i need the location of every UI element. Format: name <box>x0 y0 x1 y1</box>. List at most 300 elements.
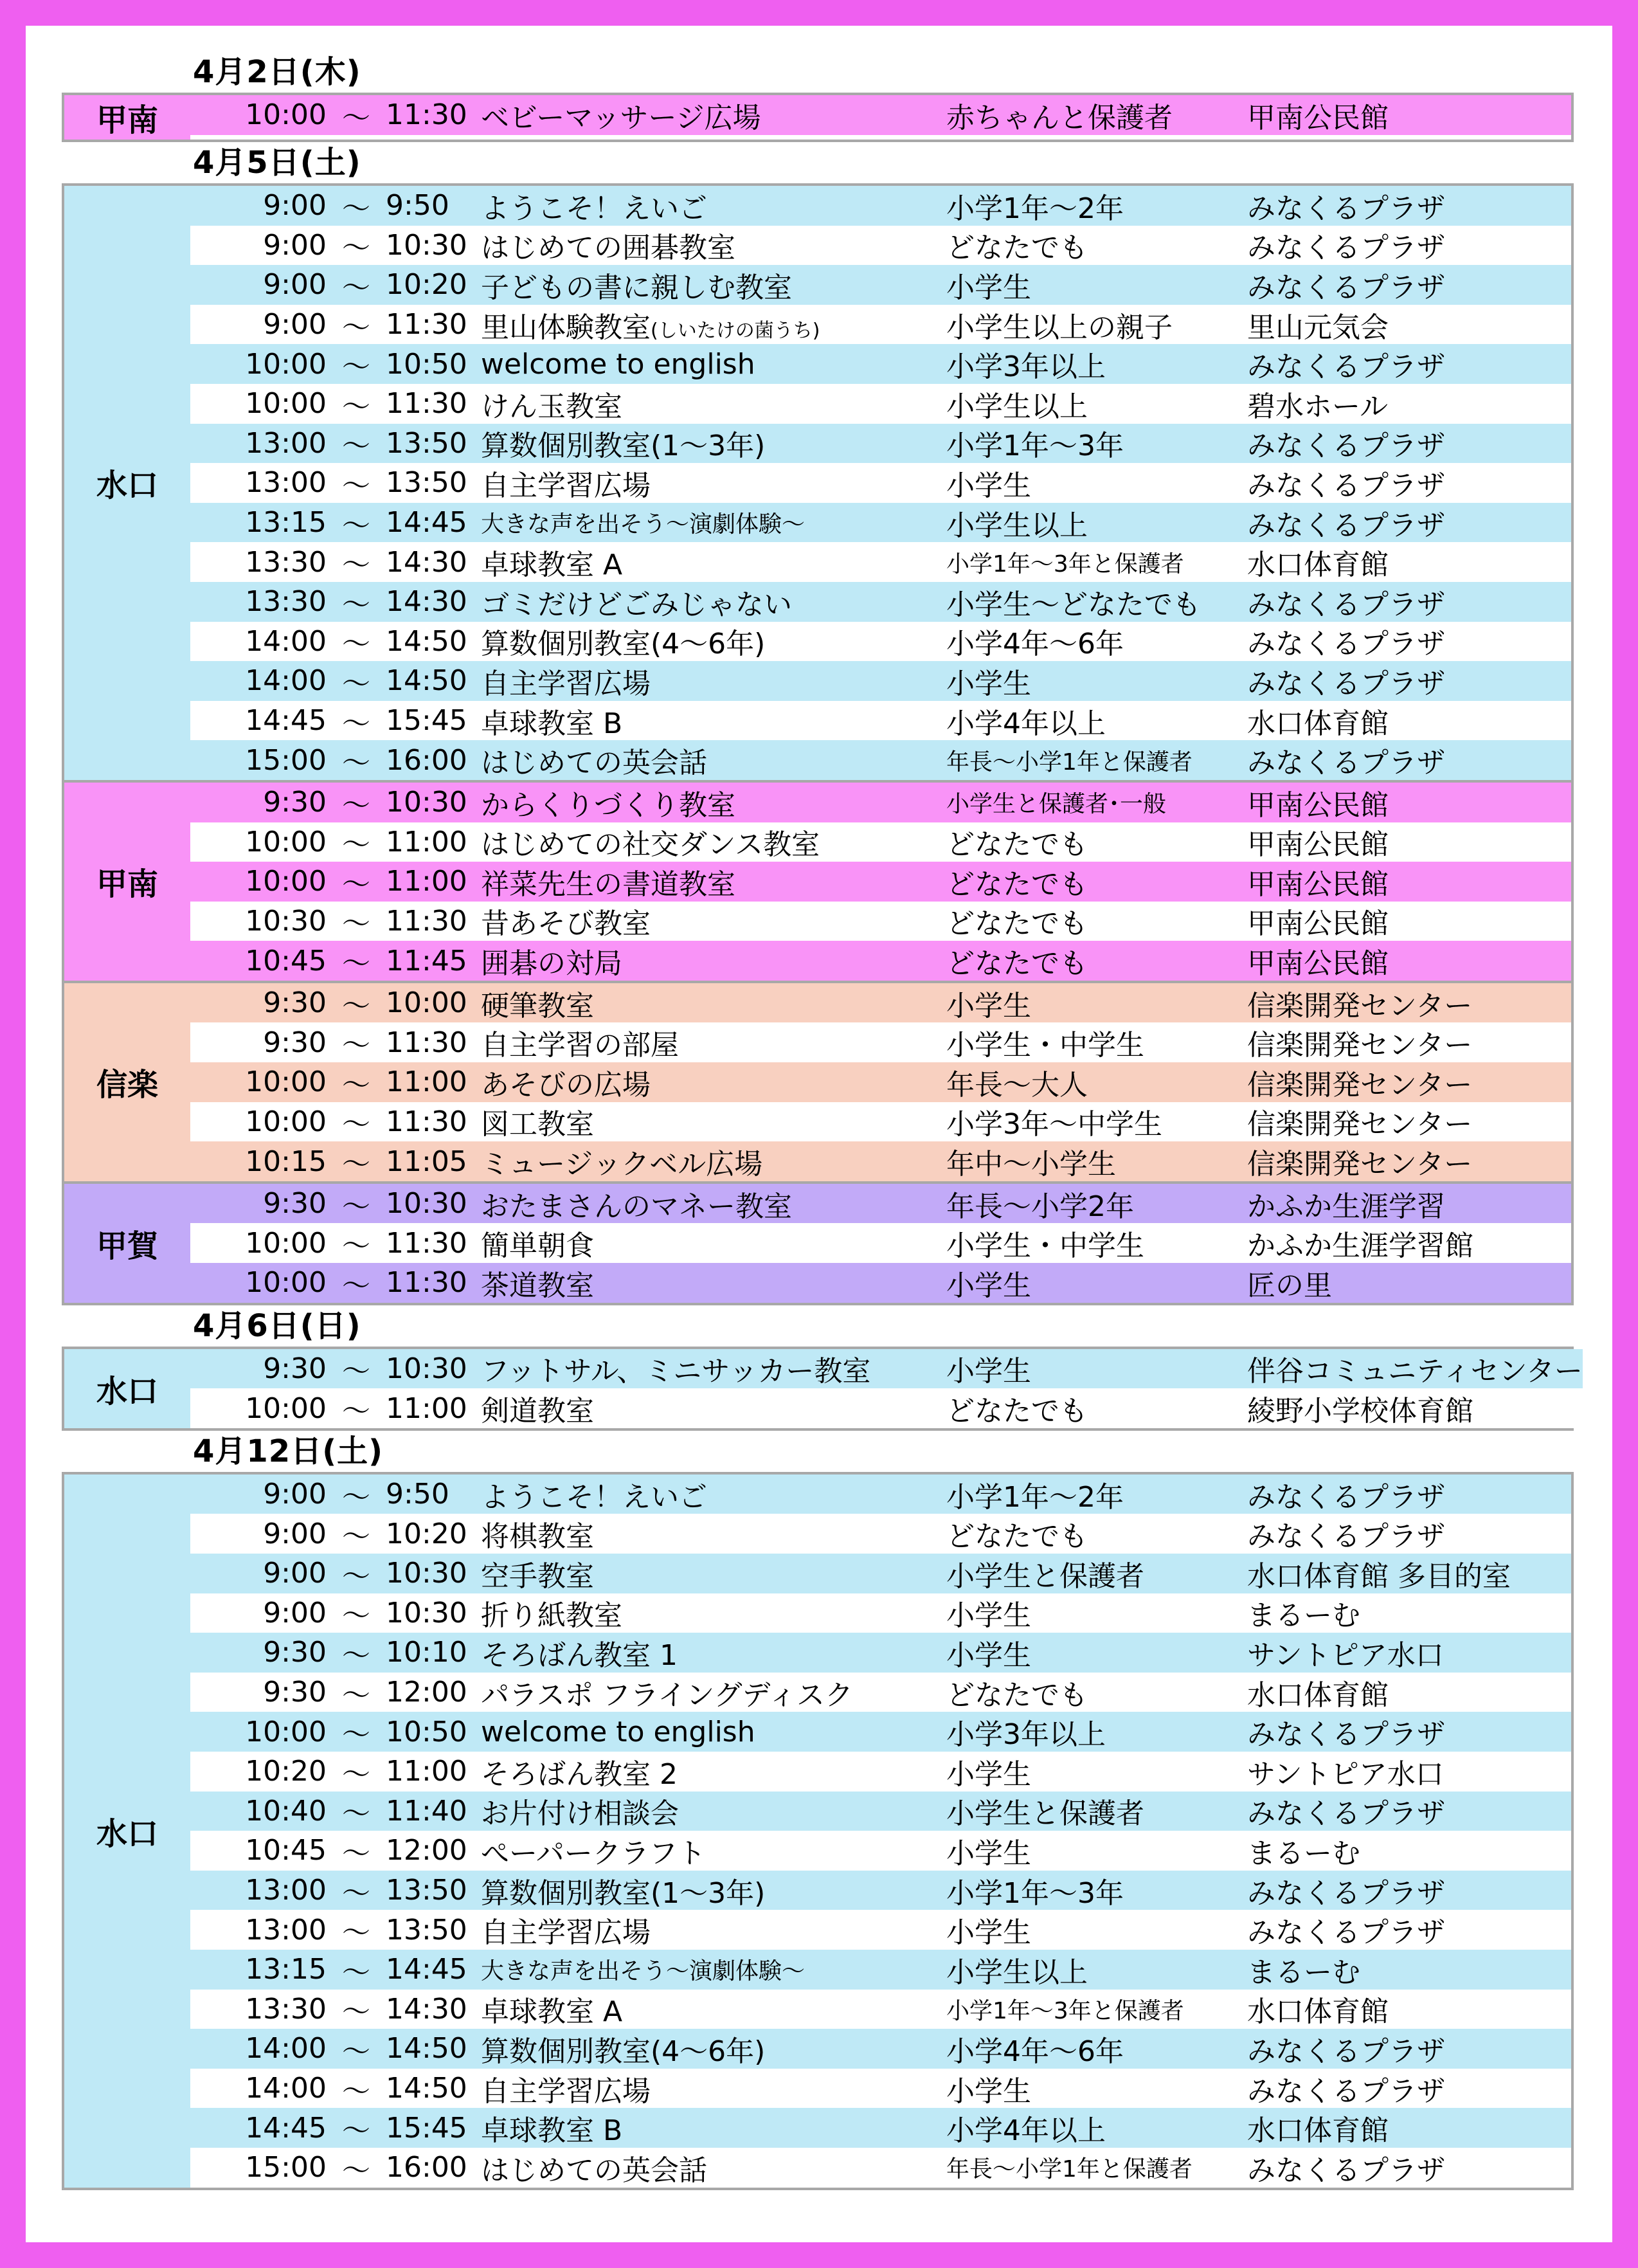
time-separator: ～ <box>342 350 370 384</box>
end-time: 11:00 <box>386 865 467 898</box>
event-title <box>481 2147 946 2188</box>
start-time: 13:00 <box>245 426 327 460</box>
time-separator: ～ <box>342 1520 370 1554</box>
end-time: 15:45 <box>386 704 467 738</box>
start-time: 10:15 <box>245 1145 327 1178</box>
event-target: どなたでも <box>946 1678 1088 1712</box>
event-title <box>481 1751 946 1792</box>
event-title <box>481 2028 946 2069</box>
event-target: 小学3年以上 <box>946 350 1106 384</box>
event-title-text: 自主学習広場 <box>481 1916 651 1950</box>
time-separator: ～ <box>342 1068 370 1102</box>
event-place: 水口体育館 多目的室 <box>1247 1559 1511 1593</box>
event-row <box>190 983 1571 1023</box>
event-target: 小学生以上の親子 <box>946 311 1173 344</box>
time-separator: ～ <box>342 907 370 941</box>
start-time: 9:00 <box>263 189 327 222</box>
time-separator: ～ <box>342 947 370 981</box>
event-target: 年中～小学生 <box>946 1148 1116 1181</box>
event-place: 甲南公民館 <box>1247 907 1389 941</box>
event-rows <box>190 1474 1571 2188</box>
event-row <box>190 822 1571 862</box>
event-title-text: welcome to english <box>481 1715 755 1748</box>
event-place: まるーむ <box>1247 1837 1360 1870</box>
end-time: 11:00 <box>386 1392 467 1425</box>
event-title-text: 算数個別教室(1～3年) <box>481 1876 766 1910</box>
event-target: どなたでも <box>946 907 1088 941</box>
area-section <box>62 1472 1574 2190</box>
end-time: 11:05 <box>386 1145 467 1178</box>
time-separator: ～ <box>342 1269 370 1302</box>
date-heading: 4月6日(日) <box>193 1307 361 1344</box>
area-label: 甲賀 <box>64 1184 190 1303</box>
end-time: 11:30 <box>386 1105 467 1138</box>
time-separator: ～ <box>342 1229 370 1263</box>
area-label: 水口 <box>64 1474 190 2188</box>
event-title <box>481 1222 946 1264</box>
event-row <box>190 226 1571 266</box>
event-place: みなくるプラザ <box>1247 231 1445 265</box>
start-time: 9:00 <box>263 228 327 262</box>
event-title <box>481 1022 946 1063</box>
event-row <box>190 2029 1571 2069</box>
start-time: 10:45 <box>245 1834 327 1867</box>
area-label: 信楽 <box>64 983 190 1181</box>
event-row <box>190 1752 1571 1792</box>
event-title <box>481 1183 946 1224</box>
time-separator: ～ <box>342 1995 370 2029</box>
event-place: みなくるプラザ <box>1247 430 1445 463</box>
event-target: 小学生～どなたでも <box>946 588 1201 621</box>
event-target: どなたでも <box>946 947 1088 981</box>
event-target: どなたでも <box>946 1520 1088 1554</box>
event-title-text: 卓球教室 A <box>481 1995 623 2029</box>
event-place: 信楽開発センター <box>1247 1029 1473 1062</box>
event-row <box>190 1388 1583 1428</box>
start-time: 9:30 <box>263 986 327 1020</box>
event-title <box>481 739 946 781</box>
end-time: 14:50 <box>386 2032 467 2065</box>
event-title <box>481 900 946 941</box>
event-target: 小学生 <box>946 1638 1031 1672</box>
event-title <box>481 304 946 345</box>
event-place: 信楽開発センター <box>1247 1148 1473 1181</box>
event-title-text: そろばん教室 1 <box>481 1638 678 1672</box>
start-time: 10:00 <box>245 1392 327 1425</box>
event-row <box>190 902 1571 941</box>
event-place: みなくるプラザ <box>1247 667 1445 700</box>
time-separator: ～ <box>342 1029 370 1062</box>
event-row <box>190 1141 1571 1181</box>
end-time: 11:45 <box>386 944 467 977</box>
event-title-text: 自主学習の部屋 <box>481 1029 679 1062</box>
start-time: 10:00 <box>245 825 327 858</box>
event-title <box>481 1830 946 1871</box>
start-time: 9:30 <box>263 1352 327 1385</box>
event-title <box>481 422 946 464</box>
event-target: どなたでも <box>946 1395 1088 1428</box>
event-title <box>481 1513 946 1554</box>
event-place: 水口体育館 <box>1247 2114 1389 2148</box>
time-separator: ～ <box>342 1108 370 1141</box>
event-title-text: おたまさんのマネー教室 <box>481 1190 792 1223</box>
event-title <box>481 1388 946 1429</box>
end-time: 12:00 <box>386 1834 467 1867</box>
start-time: 13:30 <box>245 1992 327 2026</box>
event-title-text: 自主学習広場 <box>481 667 651 700</box>
time-separator: ～ <box>342 2074 370 2108</box>
time-separator: ～ <box>342 271 370 304</box>
event-place: みなくるプラザ <box>1247 1797 1445 1831</box>
event-place: みなくるプラザ <box>1247 469 1445 502</box>
event-row <box>190 783 1571 822</box>
time-separator: ～ <box>342 2035 370 2068</box>
event-target: 小学生・中学生 <box>946 1029 1144 1062</box>
end-time: 11:30 <box>386 308 467 341</box>
time-separator: ～ <box>342 549 370 582</box>
event-place: みなくるプラザ <box>1247 350 1445 384</box>
end-time: 11:30 <box>386 98 467 132</box>
start-time: 10:20 <box>245 1755 327 1788</box>
event-title-text: 囲碁の対局 <box>481 947 622 981</box>
event-title-text: はじめての囲碁教室 <box>481 231 735 265</box>
time-separator: ～ <box>342 1559 370 1593</box>
event-place: 信楽開発センター <box>1247 989 1473 1022</box>
end-time: 10:50 <box>386 1715 467 1748</box>
event-row <box>190 424 1571 464</box>
event-title-text: 里山体験教室 <box>481 311 651 344</box>
end-time: 11:00 <box>386 1066 467 1099</box>
event-title-text: ミュージックベル広場 <box>481 1148 763 1181</box>
event-target: どなたでも <box>946 867 1088 901</box>
time-separator: ～ <box>342 1757 370 1791</box>
event-row <box>190 1712 1571 1752</box>
start-time: 9:00 <box>263 1557 327 1590</box>
event-place: みなくるプラザ <box>1247 747 1445 780</box>
start-time: 9:00 <box>263 308 327 341</box>
event-row <box>190 941 1571 981</box>
event-title <box>481 983 946 1024</box>
start-time: 13:00 <box>245 1874 327 1907</box>
date-heading: 4月5日(土) <box>193 145 361 181</box>
event-place: 甲南公民館 <box>1247 101 1389 134</box>
event-row <box>190 344 1571 384</box>
event-place: みなくるプラザ <box>1247 509 1445 542</box>
event-row <box>190 384 1571 424</box>
event-place: 甲南公民館 <box>1247 947 1389 981</box>
event-title-text: からくりづくり教室 <box>481 788 735 822</box>
start-time: 14:00 <box>245 624 327 658</box>
time-separator: ～ <box>342 192 370 225</box>
event-target: 小学生 <box>946 1916 1031 1950</box>
event-title <box>481 1062 946 1103</box>
area-section <box>62 983 1574 1184</box>
end-time: 14:50 <box>386 664 467 698</box>
event-target: 小学生 <box>946 1599 1031 1633</box>
end-time: 14:30 <box>386 545 467 579</box>
event-row <box>190 1990 1571 2029</box>
event-target: 小学生 <box>946 1355 1031 1388</box>
start-time: 10:00 <box>245 1105 327 1138</box>
event-row <box>190 1831 1571 1871</box>
event-place: みなくるプラザ <box>1247 271 1445 304</box>
event-place: みなくるプラザ <box>1247 628 1445 661</box>
event-rows <box>190 95 1571 140</box>
end-time: 14:50 <box>386 624 467 658</box>
event-title-text: welcome to english <box>481 347 755 381</box>
start-time: 9:30 <box>263 1026 327 1059</box>
time-separator: ～ <box>342 628 370 661</box>
event-row <box>190 1593 1571 1633</box>
time-separator: ～ <box>342 2114 370 2148</box>
event-target: 年長～小学2年 <box>946 1190 1134 1223</box>
end-time: 11:00 <box>386 825 467 858</box>
end-time: 10:30 <box>386 228 467 262</box>
end-time: 10:30 <box>386 1187 467 1220</box>
event-target: 小学1年～3年 <box>946 1876 1124 1910</box>
event-title <box>481 1262 946 1303</box>
end-time: 11:30 <box>386 1026 467 1059</box>
time-separator: ～ <box>342 231 370 265</box>
start-time: 9:00 <box>263 1478 327 1511</box>
start-time: 10:45 <box>245 944 327 977</box>
event-target: 年長～大人 <box>946 1068 1088 1102</box>
event-title <box>481 1870 946 1911</box>
start-time: 14:00 <box>245 664 327 698</box>
event-place: みなくるプラザ <box>1247 1876 1445 1910</box>
start-time: 14:45 <box>245 2111 327 2145</box>
start-time: 13:00 <box>245 466 327 500</box>
event-target: 小学1年～3年 <box>946 430 1124 463</box>
event-title <box>481 1141 946 1182</box>
event-title-text: 大きな声を出そう～演劇体験～ <box>481 511 806 538</box>
start-time: 10:00 <box>245 347 327 381</box>
event-target: 小学生 <box>946 1757 1031 1791</box>
event-title-text: そろばん教室 2 <box>481 1757 678 1791</box>
event-title <box>481 1348 946 1389</box>
event-place: 甲南公民館 <box>1247 828 1389 862</box>
start-time: 9:30 <box>263 1636 327 1669</box>
event-title-text: ようこそ！えいご <box>481 192 707 225</box>
event-title <box>481 95 946 136</box>
end-time: 11:30 <box>386 387 467 421</box>
event-title <box>481 660 946 702</box>
area-label: 甲南 <box>64 95 190 140</box>
event-title <box>481 940 946 981</box>
start-time: 10:40 <box>245 1794 327 1828</box>
event-title-text: 大きな声を出そう～演劇体験～ <box>481 1958 806 1985</box>
time-separator: ～ <box>342 311 370 344</box>
event-place: サントピア水口 <box>1247 1638 1444 1672</box>
time-separator: ～ <box>342 588 370 621</box>
event-target: 小学生・中学生 <box>946 1229 1144 1263</box>
end-time: 10:30 <box>386 786 467 819</box>
event-place: 信楽開発センター <box>1247 1068 1473 1102</box>
time-separator: ～ <box>342 469 370 502</box>
event-target: 小学生以上 <box>946 1955 1088 1989</box>
event-place: 匠の里 <box>1247 1269 1332 1302</box>
date-heading: 4月2日(木) <box>193 54 361 90</box>
event-place: 碧水ホール <box>1247 390 1389 423</box>
event-row <box>190 1062 1571 1102</box>
time-separator: ～ <box>342 747 370 780</box>
event-title-text: お片付け相談会 <box>481 1797 679 1831</box>
time-separator: ～ <box>342 667 370 700</box>
event-place: みなくるプラザ <box>1247 1916 1445 1950</box>
time-separator: ～ <box>342 1355 370 1388</box>
event-rows <box>190 186 1571 780</box>
event-title <box>481 2068 946 2109</box>
end-time: 15:45 <box>386 2111 467 2145</box>
event-title-text: ゴミだけどごみじゃない <box>481 588 792 621</box>
event-place: 綾野小学校体育館 <box>1247 1395 1473 1428</box>
time-separator: ～ <box>342 828 370 862</box>
event-title <box>481 1953 946 1986</box>
event-row <box>190 1673 1571 1712</box>
event-target: 小学生と保護者･一般 <box>946 791 1167 818</box>
event-title-text: 図工教室 <box>481 1108 594 1141</box>
event-target: 小学生と保護者 <box>946 1559 1144 1593</box>
event-row <box>190 95 1571 135</box>
event-rows <box>190 783 1571 981</box>
time-separator: ～ <box>342 1395 370 1428</box>
event-place: 水口体育館 <box>1247 1678 1389 1712</box>
start-time: 13:00 <box>245 1913 327 1946</box>
start-time: 9:30 <box>263 1187 327 1220</box>
time-separator: ～ <box>342 1916 370 1950</box>
event-title <box>481 1474 946 1515</box>
event-row <box>190 862 1571 902</box>
event-title <box>481 1101 946 1142</box>
time-separator: ～ <box>342 1599 370 1633</box>
end-time: 16:00 <box>386 2151 467 2184</box>
event-target: 小学1年～3年と保護者 <box>946 550 1184 577</box>
event-title <box>481 700 946 741</box>
time-separator: ～ <box>342 1876 370 1910</box>
event-target: 小学生 <box>946 2074 1031 2108</box>
start-time: 15:00 <box>245 2151 327 2184</box>
event-row <box>190 1474 1571 1514</box>
event-row <box>190 1102 1571 1142</box>
event-row <box>190 701 1571 741</box>
event-place: みなくるプラザ <box>1247 1520 1445 1554</box>
event-target: 小学4年以上 <box>946 2114 1106 2148</box>
event-rows <box>190 1184 1571 1303</box>
event-place: まるーむ <box>1247 1599 1360 1633</box>
end-time: 11:30 <box>386 904 467 938</box>
event-title <box>481 1716 946 1748</box>
end-time: 14:50 <box>386 2072 467 2105</box>
event-target: 小学生 <box>946 1837 1031 1870</box>
start-time: 10:00 <box>245 98 327 132</box>
time-separator: ～ <box>342 1638 370 1672</box>
event-title <box>481 1632 946 1673</box>
event-title-text: 卓球教室 A <box>481 549 623 582</box>
start-time: 9:00 <box>263 1517 327 1550</box>
event-place: みなくるプラザ <box>1247 2154 1445 2187</box>
event-place: 甲南公民館 <box>1247 788 1389 822</box>
event-title-text: はじめての英会話 <box>481 2154 707 2187</box>
event-place: かふか生涯学習館 <box>1247 1229 1473 1263</box>
start-time: 13:30 <box>245 545 327 579</box>
event-place: 信楽開発センター <box>1247 1108 1473 1141</box>
event-row <box>190 1633 1571 1673</box>
start-time: 14:45 <box>245 704 327 738</box>
time-separator: ～ <box>342 1148 370 1181</box>
area-section <box>62 93 1574 142</box>
event-rows <box>190 1349 1583 1428</box>
event-target: どなたでも <box>946 231 1088 265</box>
event-target: 年長～小学1年と保護者 <box>946 2156 1192 2183</box>
end-time: 10:30 <box>386 1596 467 1629</box>
event-title <box>481 348 946 381</box>
area-section <box>62 1184 1574 1305</box>
time-separator: ～ <box>342 101 370 134</box>
event-target: 小学生 <box>946 1269 1031 1302</box>
event-target: 小学4年以上 <box>946 707 1106 740</box>
end-time: 12:00 <box>386 1676 467 1709</box>
event-row <box>190 305 1571 345</box>
event-row <box>190 622 1571 662</box>
event-row <box>190 265 1571 305</box>
area-label: 水口 <box>64 1349 190 1428</box>
event-rows <box>190 983 1571 1181</box>
event-place: 水口体育館 <box>1247 549 1389 582</box>
event-title-text: フットサル、ミニサッカー教室 <box>481 1355 871 1388</box>
event-title-text: ベビーマッサージ広場 <box>481 101 761 134</box>
end-time: 14:45 <box>386 1953 467 1986</box>
event-title-text: 昔あそび教室 <box>481 907 651 941</box>
event-place: みなくるプラザ <box>1247 2074 1445 2108</box>
start-time: 13:30 <box>245 585 327 619</box>
start-time: 10:00 <box>245 1266 327 1300</box>
date-heading: 4月12日(土) <box>193 1433 384 1469</box>
event-title <box>481 1988 946 2029</box>
event-place: みなくるプラザ <box>1247 2035 1445 2068</box>
area-section <box>62 183 1574 783</box>
event-title <box>481 2107 946 2148</box>
event-title <box>481 1672 946 1713</box>
event-title-text: はじめての英会話 <box>481 747 707 780</box>
end-time: 14:45 <box>386 506 467 540</box>
end-time: 9:50 <box>386 1478 449 1511</box>
time-separator: ～ <box>342 707 370 740</box>
start-time: 13:15 <box>245 506 327 540</box>
event-row <box>190 1871 1571 1910</box>
end-time: 11:30 <box>386 1226 467 1260</box>
event-title-text: 自主学習広場 <box>481 469 651 502</box>
event-title-note: (しいたけの菌うち) <box>651 319 820 342</box>
event-title <box>481 224 946 266</box>
time-separator: ～ <box>342 788 370 822</box>
event-row <box>190 2108 1571 2148</box>
event-target: 小学生と保護者 <box>946 1797 1144 1831</box>
start-time: 9:30 <box>263 1676 327 1709</box>
event-title-text: 算数個別教室(1～3年) <box>481 430 766 463</box>
end-time: 11:00 <box>386 1755 467 1788</box>
event-row <box>190 2148 1571 2188</box>
event-title <box>481 1790 946 1831</box>
start-time: 10:00 <box>245 865 327 898</box>
event-row <box>190 186 1571 226</box>
event-title <box>481 383 946 424</box>
time-separator: ～ <box>342 509 370 542</box>
event-title <box>481 861 946 902</box>
time-separator: ～ <box>342 989 370 1022</box>
end-time: 10:20 <box>386 1517 467 1550</box>
event-title <box>481 1909 946 1950</box>
event-place: 里山元気会 <box>1247 311 1389 344</box>
